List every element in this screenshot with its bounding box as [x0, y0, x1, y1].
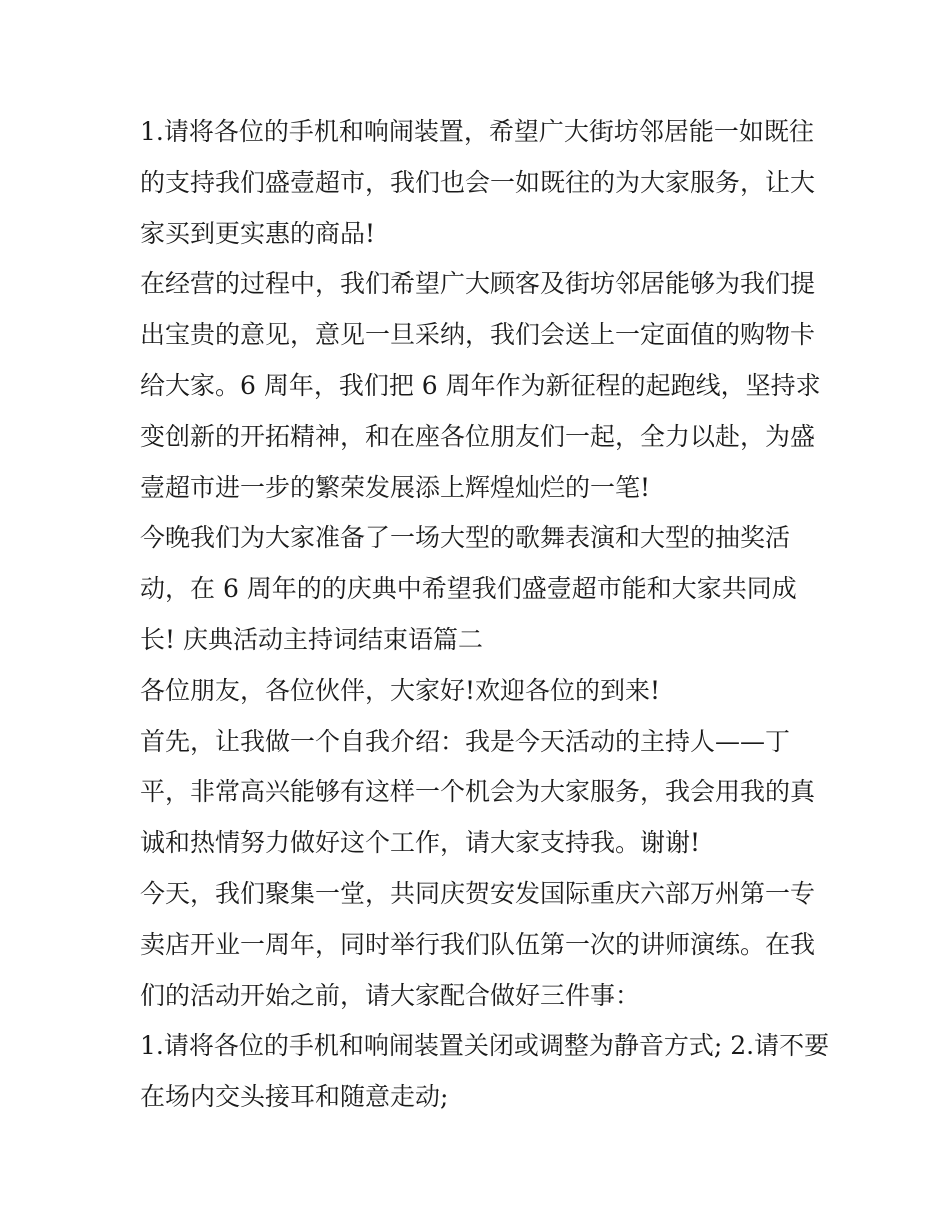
text-line: 们的活动开始之前，请大家配合做好三件事：	[140, 980, 641, 1010]
text-line: 各位朋友，各位伙伴，大家好!欢迎各位的到来!	[140, 675, 661, 705]
document-body	[140, 107, 830, 1123]
text-line: 首先，让我做一个自我介绍：我是今天活动的主持人——丁	[140, 726, 791, 756]
text-line: 平，非常高兴能够有这样一个机会为大家服务，我会用我的真	[140, 777, 816, 807]
text-line: 动，在 6 周年的的庆典中希望我们盛壹超市能和大家共同成	[140, 574, 797, 604]
text-line: 卖店开业一周年，同时举行我们队伍第一次的讲师演练。在我	[140, 929, 816, 959]
text-line: 给大家。6 周年，我们把 6 周年作为新征程的起跑线，坚持求	[140, 370, 821, 400]
text-line: 家买到更实惠的商品!	[140, 218, 376, 248]
text-line: 今天，我们聚集一堂，共同庆贺安发国际重庆六部万州第一专	[140, 878, 816, 908]
text-line: 的支持我们盛壹超市，我们也会一如既往的为大家服务，让大	[140, 167, 816, 197]
text-line: 变创新的开拓精神，和在座各位朋友们一起，全力以赴，为盛	[140, 421, 816, 451]
text-line: 今晚我们为大家准备了一场大型的歌舞表演和大型的抽奖活	[140, 523, 791, 553]
text-line: 在经营的过程中，我们希望广大顾客及街坊邻居能够为我们提	[140, 269, 816, 299]
text-line: 1.请将各位的手机和响闹装置，希望广大街坊邻居能一如既往	[140, 117, 814, 146]
text-line: 诚和热情努力做好这个工作，请大家支持我。谢谢!	[140, 828, 701, 858]
text-line: 出宝贵的意见，意见一旦采纳，我们会送上一定面值的购物卡	[140, 320, 816, 350]
text-line: 1.请将各位的手机和响闹装置关闭或调整为静音方式; 2.请不要	[140, 1031, 830, 1061]
text-line: 在场内交头接耳和随意走动;	[140, 1082, 449, 1112]
text-line: 壹超市进一步的繁荣发展添上辉煌灿烂的一笔!	[140, 472, 651, 502]
text-line: 长! 庆典活动主持词结束语篇二	[140, 624, 483, 654]
